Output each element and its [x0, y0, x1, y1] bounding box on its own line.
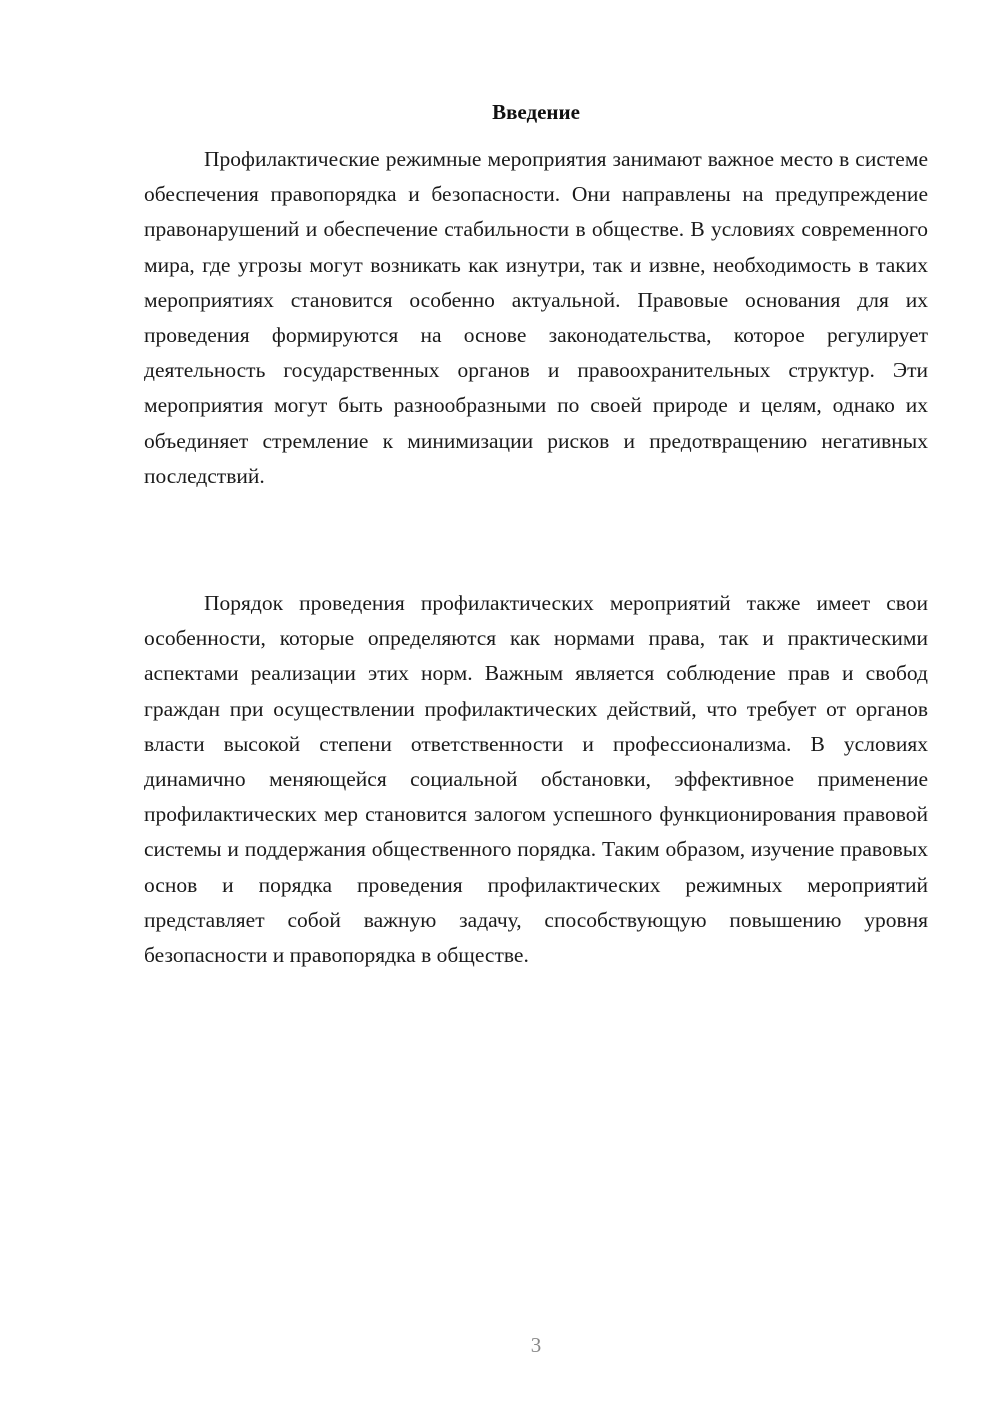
paragraph-2: Порядок проведения профилактических мероприятий также имеет свои особенности, которые определяются как нормами права, так и практическими аспектами реализации этих норм. Важным является соблюдение прав и свобод граждан при осуществлении профилактических действий, что требует от органов власти высокой степени ответственности и профессионализма. В условиях динамично меняющейся социальной обстановки, эффективное применение профилактических мер становится залогом успешного функционирования правовой системы и поддержания общественного порядка. Таким образом, изучение правовых основ и порядка проведения профилактических режимных мероприятий представляет собой важную задачу, способствующую повышению уровня безопасности и правопорядка в обществе. [144, 591, 928, 968]
page-number: 3 [530, 1333, 542, 1357]
section-title: Введение [492, 100, 580, 124]
paragraph-1: Профилактические режимные мероприятия занимают важное место в системе обеспечения правопорядка и безопасности. Они направлены на предупреждение правонарушений и обеспечение стабильности в обществе. В условиях современного мира, где угрозы могут возникать как изнутри, так и извне, необходимость в таких мероприятиях становится особенно актуальной. Правовые основания для их проведения формируются на основе законодательства, которое регулирует деятельность государственных органов и правоохранительных структур. Эти мероприятия могут быть разнообразными по своей природе и целям, однако их объединяет стремление к минимизации рисков и предотвращению негативных последствий. [144, 147, 928, 488]
